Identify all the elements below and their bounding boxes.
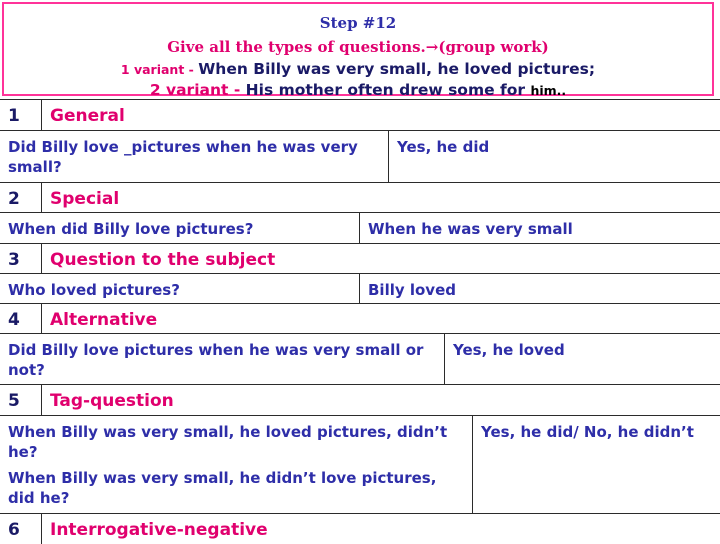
task-instruction: Give all the types of questions.→(group work) [167,38,549,56]
slide-header [2,2,714,99]
question-cell [0,416,472,513]
question-cell: Did Billy love _pictures when he was very small? [8,138,358,176]
answer-cell: Yes, he loved [444,334,720,384]
answer-cell: Billy loved [359,274,720,303]
variant-1-line [4,60,712,78]
variant-1-sentence: When Billy was very small, he loved pictures; [198,60,596,78]
qa-row-general [0,131,720,183]
tag-question-negative: When Billy was very small, he didn’t love pictures, did he? [8,469,437,507]
answer-cell: Yes, he did/ No, he didn’t [472,416,720,513]
question-cell: Did Billy love pictures when he was very small or not? [8,341,424,379]
variant-1-dash: - [188,62,199,77]
question-type: Question to the subject [50,250,276,270]
question-cell: When did Billy love pictures? [8,220,254,238]
variant-2-sentence: His mother often drew some for [245,81,531,99]
question-type: Interrogative-negative [50,520,268,540]
row-number: 3 [0,244,42,273]
type-row-general [0,100,720,131]
question-type: General [50,106,125,126]
step-title: Step #12 [319,14,397,32]
qa-row-tag-question [0,416,720,514]
row-number: 6 [0,514,42,544]
answer-cell: When he was very small [359,213,720,243]
row-number: 5 [0,385,42,415]
row-number: 2 [0,183,42,212]
variant-2-dash: - [228,81,246,99]
tag-question-positive: When Billy was very small, he loved pictures, didn’t he? [8,423,448,461]
row-number: 1 [0,100,42,130]
type-row-special [0,183,720,213]
qa-row-alternative [0,334,720,385]
type-row-subject [0,244,720,274]
type-row-tag-question [0,385,720,416]
variant-2-tail: him.. [530,83,567,98]
qa-row-special [0,213,720,244]
question-type: Tag-question [50,391,174,411]
row-number: 4 [0,304,42,333]
qa-row-subject [0,274,720,304]
question-type: Alternative [50,310,158,330]
variant-2-label: 2 variant [149,81,229,99]
question-type: Special [50,189,120,209]
question-cell: Who loved pictures? [8,281,180,299]
variant-2-line [4,81,712,99]
variant-1-label: 1 variant [120,62,189,77]
type-row-alternative [0,304,720,334]
answer-cell: Yes, he did [388,131,720,182]
